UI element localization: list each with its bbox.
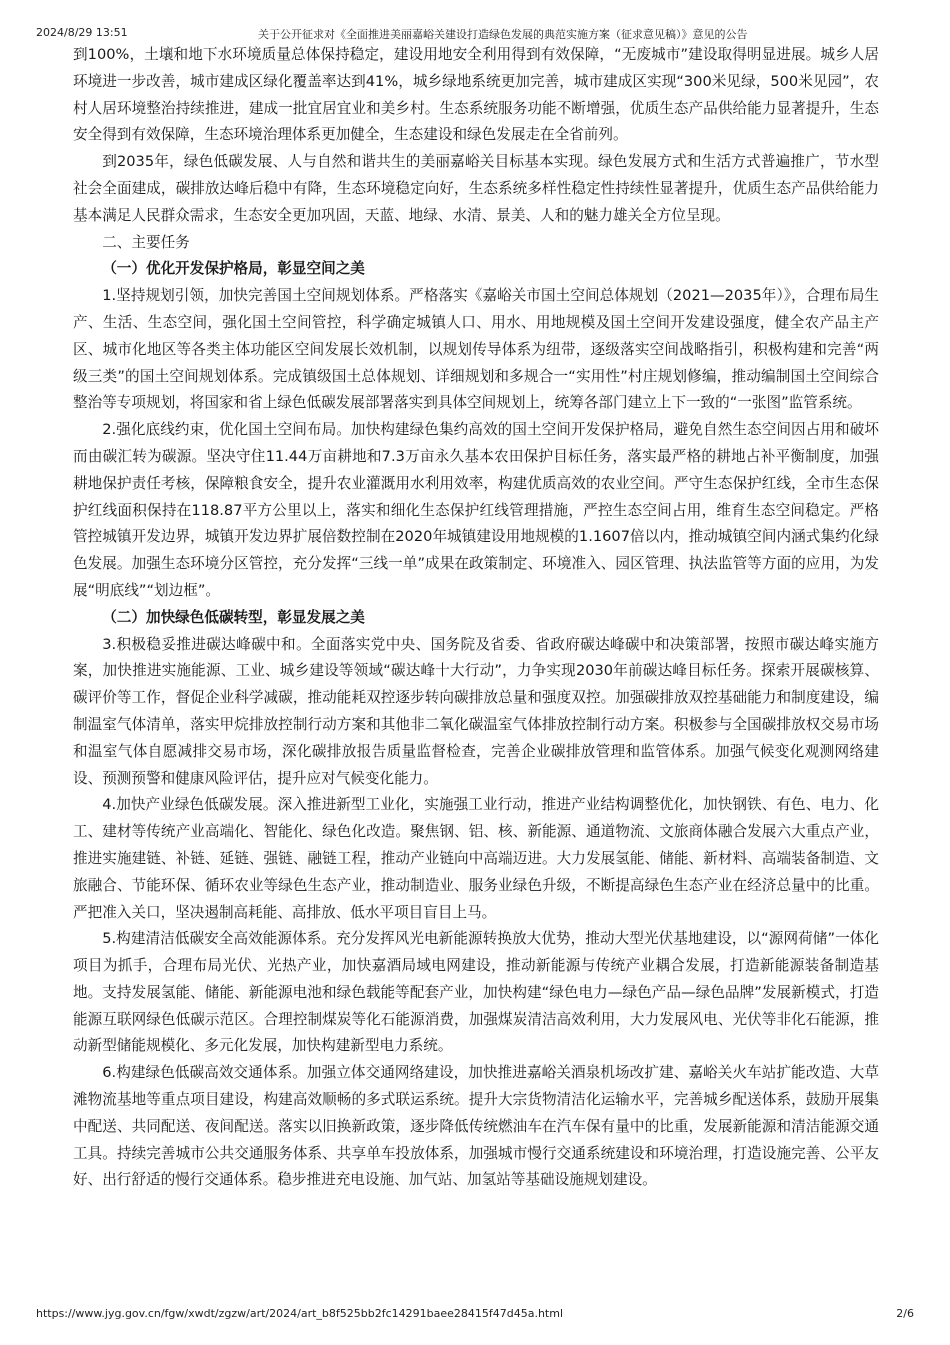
print-datetime: 2024/8/29 13:51 xyxy=(36,26,128,39)
paragraph-item-1: 1.坚持规划引领，加快完善国土空间规划体系。严格落实《嘉峪关市国土空间总体规划（2021—2035年）》，合理布局生产、生活、生态空间，强化国土空间管控，科学确定城镇人口、用水、用地规模及国土空间开发建设强度，健全农产品主产区、城市化地区等各类主体功能区空间发展长效机制，以规划传导体系为纽带，逐级落实空间战略指引，积极构建和完善“两级三类”的国土空间规划体系。完成镇级国土总体规划、详细规划和多规合一“实用性”村庄规划修编，推动编制国土空间综合整治等专项规划，将国家和省上绿色低碳发展部署落实到具体空间规划上，统筹各部门建立上下一致的“一张图”监管系统。 xyxy=(73,287,879,412)
paragraph-2035-goal: 到2035年，绿色低碳发展、人与自然和谐共生的美丽嘉峪关目标基本实现。绿色发展方式和生活方式普遍推广，节水型社会全面建成，碳排放达峰后稳中有降，生态环境稳定向好，生态系统多样性稳定性持续性显著提升，优质生态产品供给能力基本满足人民群众需求，生态安全更加巩固，天蓝、地绿、水清、景美、人和的魅力雄关全方位呈现。 xyxy=(73,153,879,224)
subsection-heading-2: （二）加快绿色低碳转型，彰显发展之美 xyxy=(102,608,365,626)
subsection-heading-1: （一）优化开发保护格局，彰显空间之美 xyxy=(102,260,365,278)
print-footer xyxy=(0,1305,950,1325)
paragraph-item-4: 4.加快产业绿色低碳发展。深入推进新型工业化，实施强工业行动，推进产业结构调整优化，加快钢铁、有色、电力、化工、建材等传统产业高端化、智能化、绿色化改造。聚焦钢、铝、核、新能源、通道物流、文旅商体融合发展六大重点产业，推进实施建链、补链、延链、强链、融链工程，推动产业链向中高端迈进。大力发展氢能、储能、新材料、高端装备制造、文旅融合、节能环保、循环农业等绿色生态产业，推动制造业、服务业绿色升级，不断提高绿色生态产业在经济总量中的比重。严把准入关口，坚决遏制高耗能、高排放、低水平项目盲目上马。 xyxy=(73,796,879,921)
paragraph-item-5: 5.构建清洁低碳安全高效能源体系。充分发挥风光电新能源转换放大优势，推动大型光伏基地建设，以“源网荷储”一体化项目为抓手，合理布局光伏、光热产业，加快嘉酒局域电网建设，推动新能源与传统产业耦合发展，打造新能源装备制造基地。支持发展氢能、储能、新能源电池和绿色载能等配套产业，加快构建“绿色电力—绿色产品—绿色品牌”发展新模式，打造能源互联网绿色低碳示范区。合理控制煤炭等化石能源消费，加强煤炭清洁高效利用，大力发展风电、光伏等非化石能源，推动新型储能规模化、多元化发展，加快构建新型电力系统。 xyxy=(73,930,879,1055)
page-url: https://www.jyg.gov.cn/fgw/xwdt/zgzw/art/2024/art_b8f525bb2fc14291baee28415f47d45a.html xyxy=(36,1307,564,1320)
document-title: 关于公开征求对《全面推进美丽嘉峪关建设打造绿色发展的典范实施方案（征求意见稿）》意见的公告 xyxy=(258,28,748,41)
article-body xyxy=(73,42,879,1194)
section-heading-main-tasks: 二、主要任务 xyxy=(102,233,190,251)
paragraph-item-3: 3.积极稳妥推进碳达峰碳中和。全面落实党中央、国务院及省委、省政府碳达峰碳中和决策部署，按照市碳达峰实施方案，加快推进实施能源、工业、城乡建设等领域“碳达峰十大行动”，力争实现2030年前碳达峰目标任务。探索开展碳核算、碳评价等工作，督促企业科学减碳，推动能耗双控逐步转向碳排放总量和强度双控。加强碳排放双控基础能力和制度建设，编制温室气体清单，落实甲烷排放控制行动方案和其他非二氧化碳温室气体排放控制行动方案。积极参与全国碳排放权交易市场和温室气体自愿减排交易市场，深化碳排放报告质量监督检查，完善企业碳排放管理和监管体系。加强气候变化观测网络建设、预测预警和健康风险评估，提升应对气候变化能力。 xyxy=(73,635,879,787)
print-header xyxy=(0,0,950,40)
page-number: 2/6 xyxy=(896,1307,914,1320)
paragraph-targets-continued: 到100%，土壤和地下水环境质量总体保持稳定，建设用地安全利用得到有效保障，“无废城市”建设取得明显进展。城乡人居环境进一步改善，城市建成区绿化覆盖率达到41%，城乡绿地系统更加完善，城市建成区实现“300米见绿，500米见园”，农村人居环境整治持续推进，建成一批宜居宜业和美乡村。生态系统服务功能不断增强，优质生态产品供给能力显著提升，生态安全得到有效保障，生态环境治理体系更加健全，生态建设和绿色发展走在全省前列。 xyxy=(73,46,879,144)
paragraph-item-6: 6.构建绿色低碳高效交通体系。加强立体交通网络建设，加快推进嘉峪关酒泉机场改扩建、嘉峪关火车站扩能改造、大草滩物流基地等重点项目建设，构建高效顺畅的多式联运系统。提升大宗货物清洁化运输水平，完善城乡配送体系，鼓励开展集中配送、共同配送、夜间配送。落实以旧换新政策，逐步降低传统燃油车在汽车保有量中的比重，发展新能源和清洁能源交通工具。持续完善城市公共交通服务体系、共享单车投放体系，加强城市慢行交通系统建设和环境治理，打造设施完善、公平友好、出行舒适的慢行交通体系。稳步推进充电设施、加气站、加氢站等基础设施规划建设。 xyxy=(73,1064,879,1189)
paragraph-item-2: 2.强化底线约束，优化国土空间布局。加快构建绿色集约高效的国土空间开发保护格局，避免自然生态空间因占用和破坏而由碳汇转为碳源。坚决守住11.44万亩耕地和7.3万亩永久基本农田保护目标任务，落实最严格的耕地占补平衡制度，加强耕地保护责任考核，保障粮食安全，提升农业灌溉用水利用效率，构建优质高效的农业空间。严守生态保护红线，全市生态保护红线面积保持在118.87平方公里以上，落实和细化生态保护红线管理措施，严控生态空间占用，维育生态空间稳定。严格管控城镇开发边界，城镇开发边界扩展倍数控制在2020年城镇建设用地规模的1.1607倍以内，推动城镇空间内涵式集约化绿色发展。加强生态环境分区管控，充分发挥“三线一单”成果在政策制定、环境准入、园区管理、执法监管等方面的应用，为发展“明底线”“划边框”。 xyxy=(73,421,879,599)
